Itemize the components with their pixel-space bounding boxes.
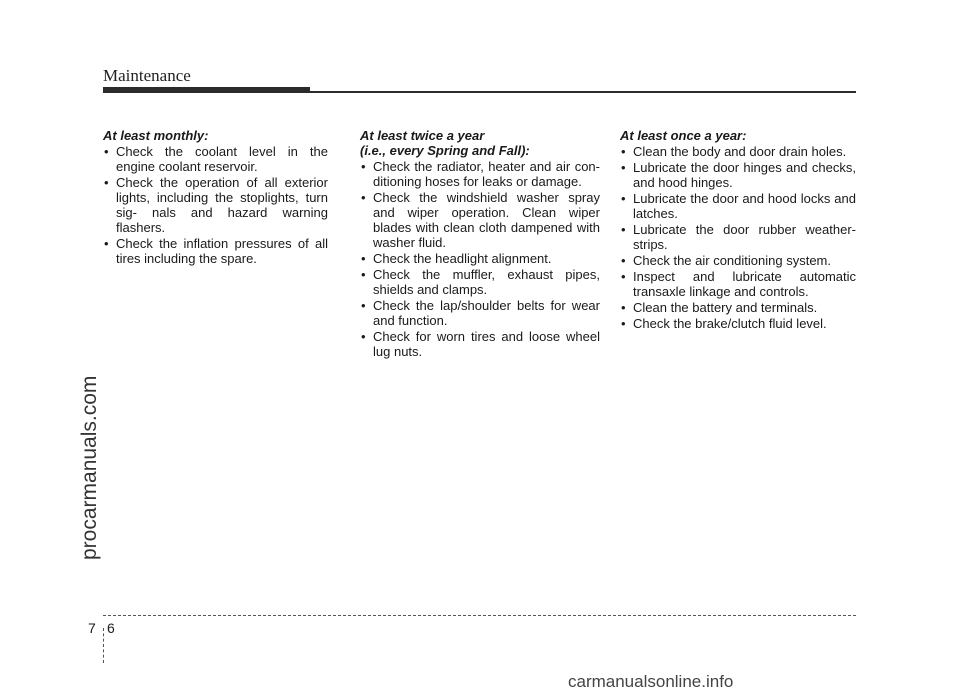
bullet-icon: • bbox=[104, 144, 109, 159]
side-watermark: procarmanuals.com bbox=[78, 375, 101, 560]
bullet-icon: • bbox=[621, 269, 626, 284]
list-item-text: Inspect and lubricate automatic transaxle linkage and controls. bbox=[633, 269, 856, 299]
list-item-text: Check the brake/clutch fluid level. bbox=[633, 316, 827, 331]
list-item bbox=[360, 329, 600, 359]
list-item-text: Lubricate the door rubber weather- strips. bbox=[633, 222, 856, 252]
section-monthly bbox=[103, 128, 328, 267]
list-item-text: Lubricate the door and hood locks and latches. bbox=[633, 191, 856, 221]
bullet-icon: • bbox=[621, 316, 626, 331]
list-item-text: Check the windshield washer spray and wiper operation. Clean wiper blades with clean cloth dampened with washer fluid. bbox=[373, 190, 600, 250]
bullet-icon: • bbox=[621, 300, 626, 315]
section-heading bbox=[620, 128, 856, 143]
list-item bbox=[360, 267, 600, 297]
list-item-text: Clean the battery and terminals. bbox=[633, 300, 818, 315]
header-rule bbox=[103, 91, 856, 93]
page-chapter: 7 bbox=[88, 620, 96, 636]
bullet-icon: • bbox=[621, 191, 626, 206]
header-title: Maintenance bbox=[103, 66, 191, 85]
footer-rule bbox=[103, 615, 856, 616]
heading-line: At least once a year: bbox=[620, 128, 747, 143]
bullet-list bbox=[103, 144, 328, 266]
list-item-text: Check the inflation pressures of all tires including the spare. bbox=[116, 236, 328, 266]
list-item bbox=[620, 222, 856, 252]
bullet-icon: • bbox=[361, 190, 366, 205]
list-item bbox=[620, 191, 856, 221]
list-item bbox=[360, 190, 600, 250]
list-item bbox=[360, 298, 600, 328]
list-item bbox=[360, 159, 600, 189]
bullet-icon: • bbox=[361, 251, 366, 266]
bullet-icon: • bbox=[621, 222, 626, 237]
list-item-text: Check the headlight alignment. bbox=[373, 251, 552, 266]
bullet-icon: • bbox=[104, 236, 109, 251]
section-heading bbox=[103, 128, 328, 143]
bullet-list bbox=[620, 144, 856, 331]
list-item bbox=[620, 269, 856, 299]
list-item bbox=[103, 175, 328, 235]
footer-divider bbox=[103, 628, 104, 663]
list-item-text: Check the air conditioning system. bbox=[633, 253, 831, 268]
list-item-text: Check the coolant level in the engine coolant reservoir. bbox=[116, 144, 328, 174]
bullet-icon: • bbox=[361, 267, 366, 282]
bullet-icon: • bbox=[621, 144, 626, 159]
list-item bbox=[620, 160, 856, 190]
heading-line: At least monthly: bbox=[103, 128, 209, 143]
list-item-text: Clean the body and door drain holes. bbox=[633, 144, 847, 159]
list-item bbox=[620, 144, 856, 159]
bullet-icon: • bbox=[361, 298, 366, 313]
list-item-text: Check the lap/shoulder belts for wear and function. bbox=[373, 298, 600, 328]
section-twice-yearly bbox=[360, 128, 600, 360]
list-item-text: Check for worn tires and loose wheel lug nuts. bbox=[373, 329, 600, 359]
list-item bbox=[620, 316, 856, 331]
bullet-icon: • bbox=[104, 175, 109, 190]
bottom-watermark: carmanualsonline.info bbox=[568, 672, 734, 691]
list-item-text: Check the radiator, heater and air con- ditioning hoses for leaks or damage. bbox=[373, 159, 600, 189]
bullet-icon: • bbox=[361, 159, 366, 174]
list-item bbox=[360, 251, 600, 266]
list-item-text: Check the muffler, exhaust pipes, shields and clamps. bbox=[373, 267, 600, 297]
bullet-icon: • bbox=[361, 329, 366, 344]
list-item-text: Lubricate the door hinges and checks, and hood hinges. bbox=[633, 160, 856, 190]
bullet-list bbox=[360, 159, 600, 359]
bullet-icon: • bbox=[621, 160, 626, 175]
list-item bbox=[103, 144, 328, 174]
heading-line: (i.e., every Spring and Fall): bbox=[360, 143, 530, 158]
page-number: 6 bbox=[107, 620, 115, 636]
section-heading bbox=[360, 128, 600, 158]
section-yearly bbox=[620, 128, 856, 332]
list-item-text: Check the operation of all exterior lights, including the stoplights, turn sig- nals and hazard warning flashers. bbox=[116, 175, 328, 235]
heading-line: At least twice a year bbox=[360, 128, 485, 143]
list-item bbox=[103, 236, 328, 266]
list-item bbox=[620, 253, 856, 268]
list-item bbox=[620, 300, 856, 315]
bullet-icon: • bbox=[621, 253, 626, 268]
